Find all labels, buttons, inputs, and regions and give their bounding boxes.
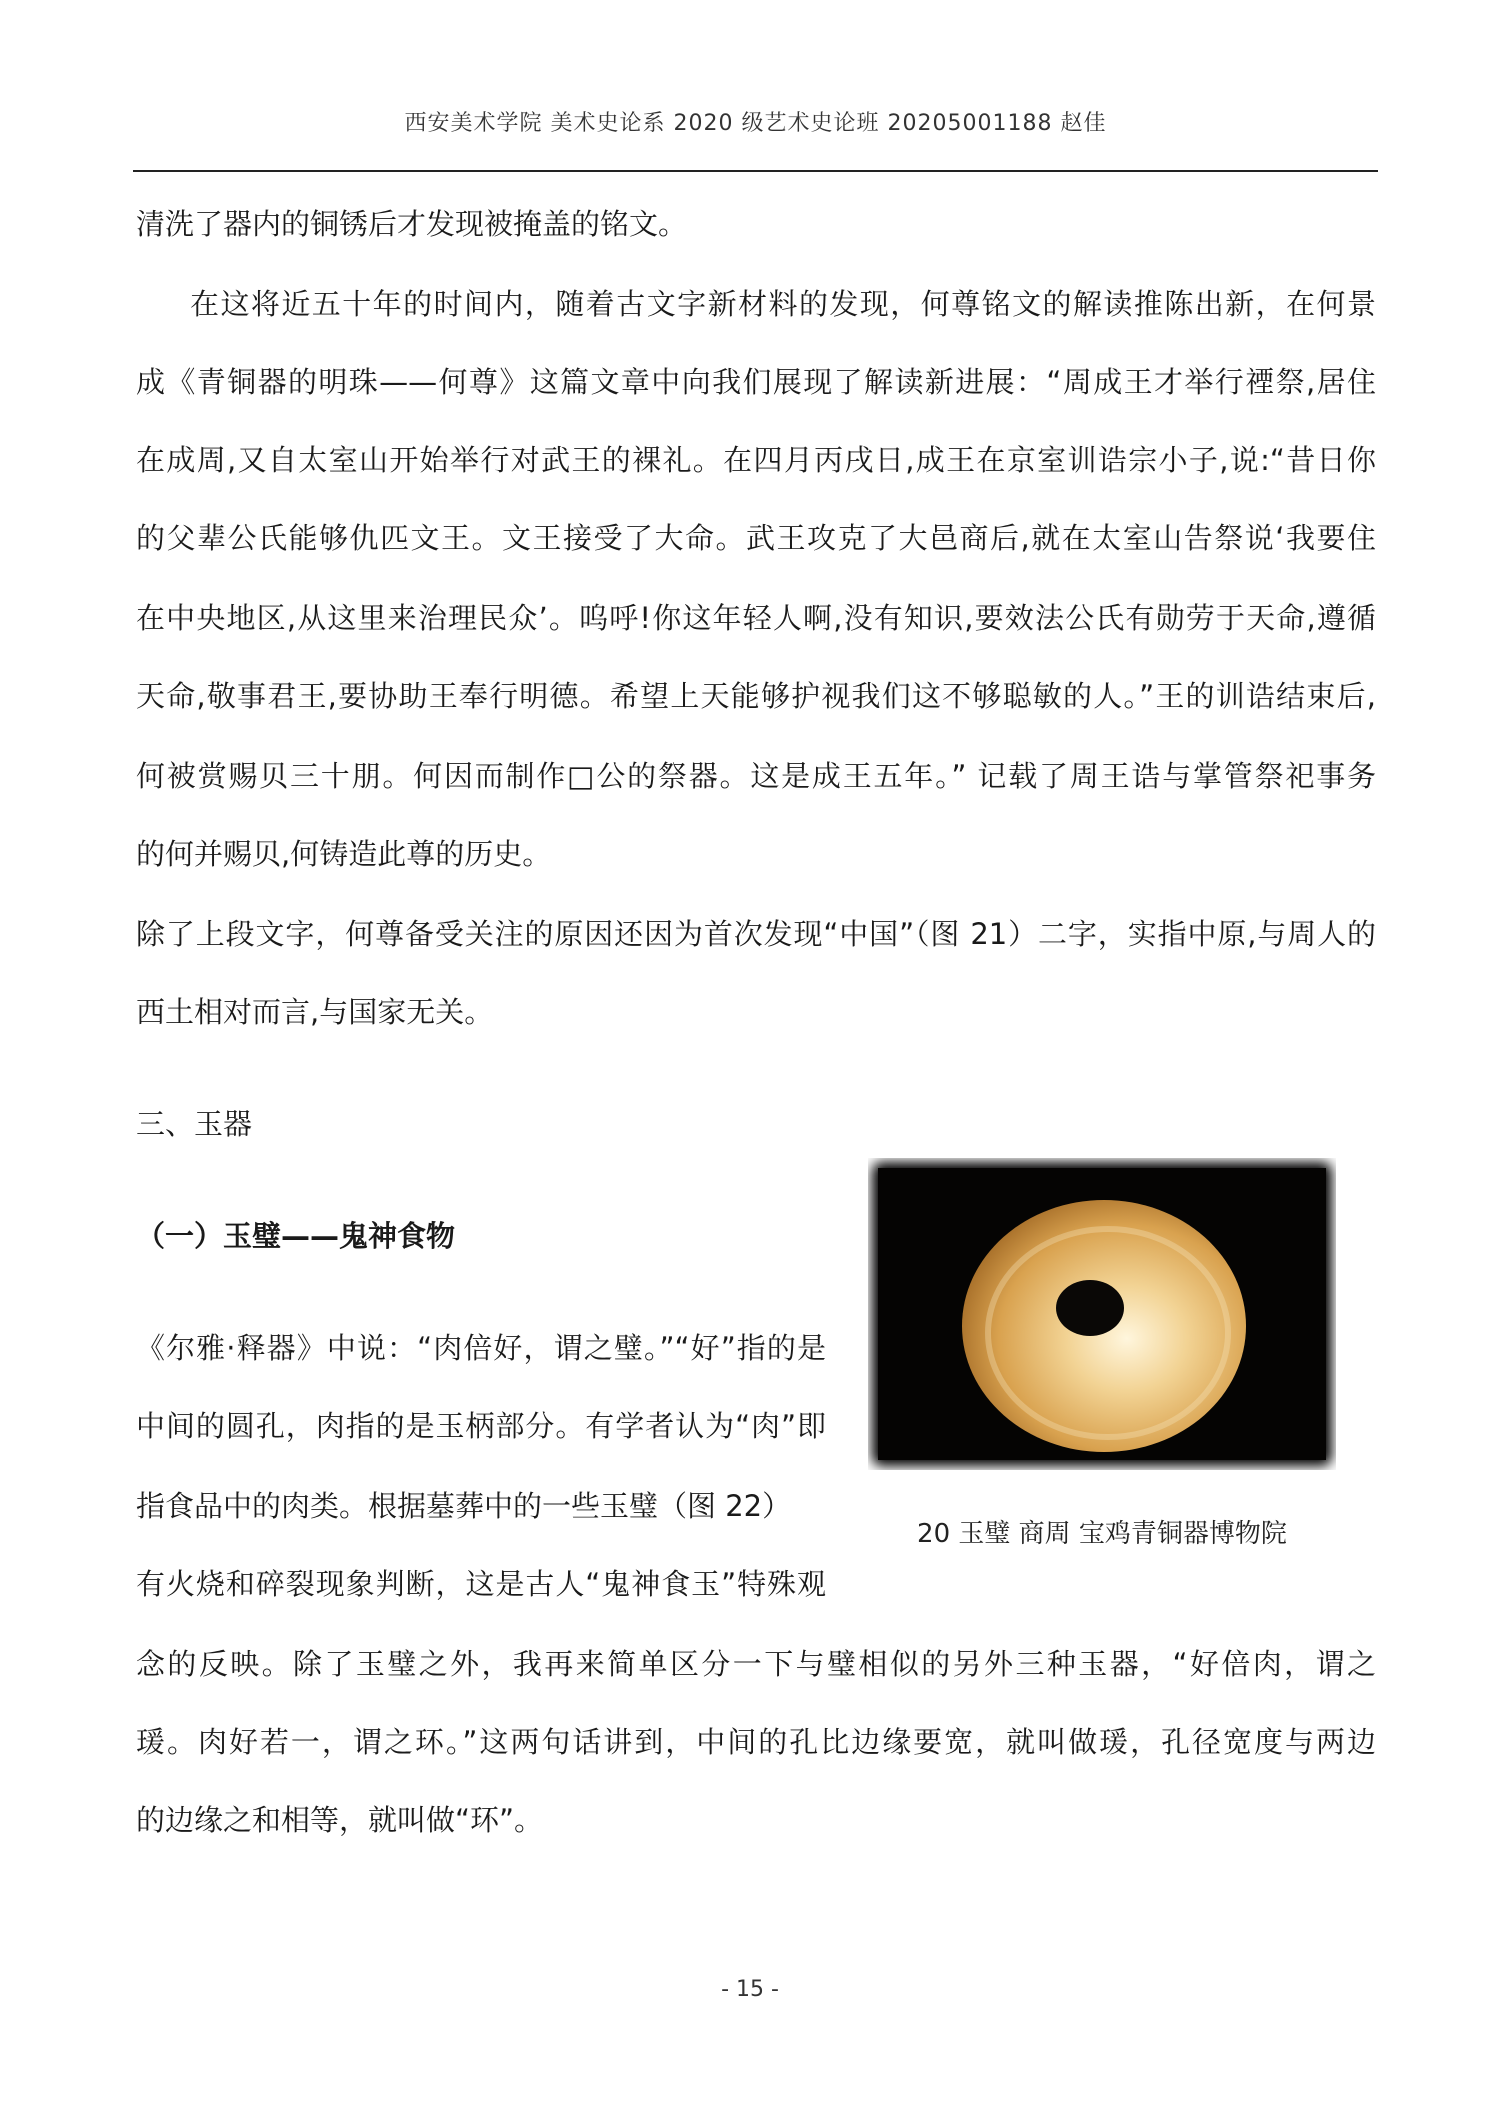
body-line-4: 在成周,又自太室山开始举行对武王的裸礼。在四月丙戌日,成王在京室训诰宗小子,说:“昔日你 (136, 443, 1376, 477)
jade-line-7: 的边缘之和相等，就叫做“环”。 (136, 1803, 544, 1837)
jade-line-1: 《尔雅·释器》中说：“肉倍好，谓之璧。”“好”指的是 (136, 1331, 826, 1365)
page-header: 西安美术学院 美术史论系 2020 级艺术史论班 20205001188 赵佳 (404, 111, 1107, 136)
body-line-3: 成《青铜器的明珠——何尊》这篇文章中向我们展现了解读新进展：“周成王才举行禋祭,居住 (136, 365, 1376, 399)
figure-caption: 20 玉璧 商周 宝鸡青铜器博物院 (917, 1519, 1287, 1549)
body-line-11: 西土相对而言,与国家无关。 (136, 995, 494, 1029)
body-line-7: 天命,敬事君王,要协助王奉行明德。希望上天能够护视我们这不够聪敏的人。”王的训诰结束后, (136, 679, 1376, 713)
jade-line-4: 有火烧和碎裂现象判断，这是古人“鬼神食玉”特殊观 (136, 1567, 826, 1601)
jade-line-3: 指食品中的肉类。根据墓葬中的一些玉璧（图 22） (136, 1489, 792, 1523)
jade-line-6: 瑗。肉好若一，谓之环。”这两句话讲到，中间的孔比边缘要宽，就叫做瑗，孔径宽度与两边 (136, 1725, 1376, 1759)
jade-line-5: 念的反映。除了玉璧之外，我再来简单区分一下与璧相似的另外三种玉器，“好倍肉，谓之 (136, 1647, 1376, 1681)
jade-disc-hole (1056, 1280, 1124, 1336)
section-title: 三、玉器 (136, 1107, 253, 1141)
body-line-6: 在中央地区,从这里来治理民众’。呜呼!你这年轻人啊,没有知识,要效法公氏有勋劳于天命,遵循 (136, 601, 1376, 635)
subsection-title: （一）玉璧——鬼神食物 (136, 1219, 456, 1253)
jade-bi-photo (868, 1158, 1336, 1470)
page-number: - 15 - (721, 1977, 779, 2002)
body-line-8: 何被赏赐贝三十朋。何因而制作□公的祭器。这是成王五年。” 记载了周王诰与掌管祭祀事务 (136, 759, 1376, 793)
header-rule (133, 170, 1378, 172)
body-line-10: 除了上段文字，何尊备受关注的原因还因为首次发现“中国”（图 21）二字，实指中原,与周人的 (136, 917, 1376, 951)
body-line-1: 清洗了器内的铜锈后才发现被掩盖的铭文。 (136, 207, 688, 241)
body-line-2: 在这将近五十年的时间内，随着古文字新材料的发现，何尊铭文的解读推陈出新，在何景 (190, 287, 1376, 321)
jade-line-2: 中间的圆孔，肉指的是玉柄部分。有学者认为“肉”即 (136, 1409, 826, 1443)
body-line-5: 的父辈公氏能够仇匹文王。文王接受了大命。武王攻克了大邑商后,就在太室山告祭说‘我要住 (136, 521, 1376, 555)
body-line-9: 的何并赐贝,何铸造此尊的历史。 (136, 837, 552, 871)
